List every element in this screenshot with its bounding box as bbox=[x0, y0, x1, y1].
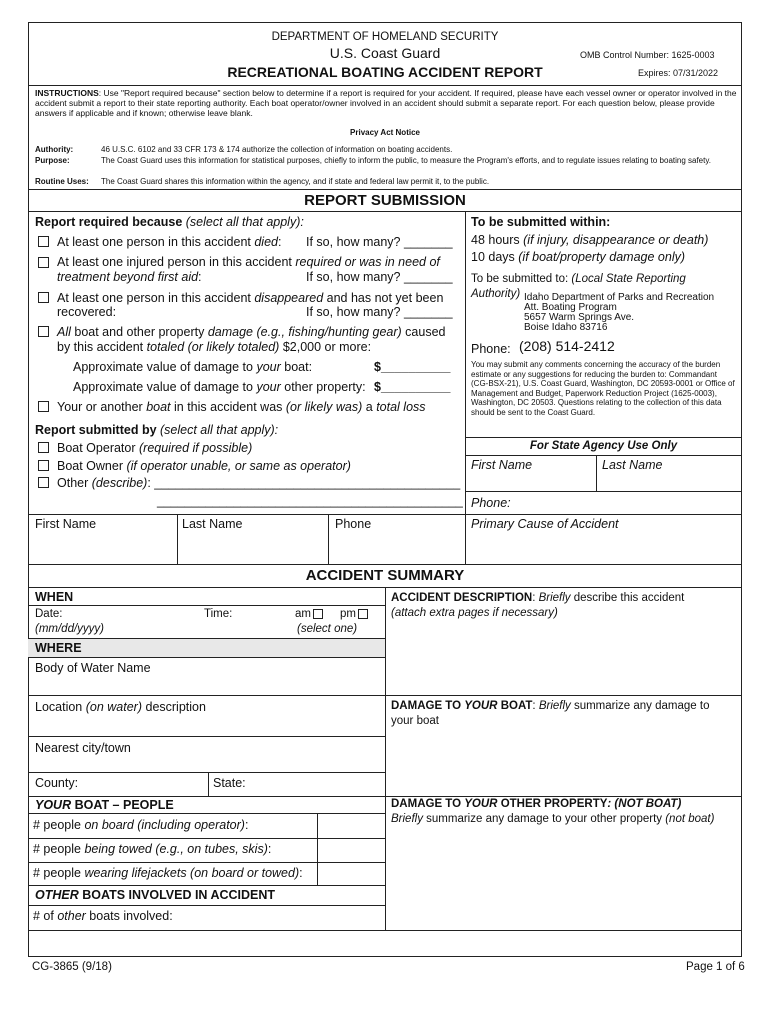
submitter-first-name[interactable]: First Name bbox=[35, 517, 97, 531]
state-phone[interactable]: Phone: bbox=[471, 496, 511, 510]
divider bbox=[28, 813, 385, 814]
desc-label: ACCIDENT DESCRIPTION bbox=[391, 592, 533, 604]
damage-property-label bbox=[73, 380, 366, 394]
within-10-days bbox=[471, 250, 685, 264]
damage-boat-your: your bbox=[256, 360, 281, 374]
dop-b: YOUR bbox=[464, 798, 498, 810]
total-loss-d: (or likely was) bbox=[285, 400, 363, 414]
divider bbox=[28, 736, 385, 737]
oc-b: other bbox=[57, 909, 86, 923]
purpose-text: The Coast Guard uses this information for statistical purposes, chiefly to inform the public, to measure the Program's efforts, and to regulate issues relating to boating safety. bbox=[101, 156, 711, 165]
department-name: DEPARTMENT OF HOMELAND SECURITY bbox=[271, 31, 499, 43]
submit-within-heading: To be submitted within: bbox=[471, 215, 611, 229]
divider bbox=[465, 455, 742, 456]
operator-label bbox=[57, 441, 252, 455]
p1-b: on board (including operator) bbox=[84, 818, 245, 832]
purpose-label: Purpose: bbox=[35, 156, 70, 165]
submitted-by-label: Report submitted by bbox=[35, 423, 157, 437]
time-label[interactable]: Time: bbox=[204, 608, 233, 620]
item-injury-label bbox=[57, 255, 440, 269]
submitted-to-authority: Authority) bbox=[471, 288, 521, 300]
state-field[interactable]: State: bbox=[213, 776, 246, 790]
dop-paren: (not boat) bbox=[665, 813, 715, 825]
people-towed-label bbox=[33, 842, 271, 856]
within-48-hours bbox=[471, 233, 708, 247]
dby-rest: summarize any damage to bbox=[570, 700, 710, 712]
other-boats-other: OTHER bbox=[35, 888, 79, 902]
checkbox-died[interactable] bbox=[38, 236, 49, 247]
divider bbox=[28, 189, 742, 190]
location-field[interactable] bbox=[35, 700, 206, 714]
dby-b: YOUR bbox=[464, 700, 498, 712]
divider bbox=[28, 862, 385, 863]
p1-a: # people bbox=[33, 818, 85, 832]
people-heading-text: BOAT – PEOPLE bbox=[71, 798, 174, 812]
item-died-label bbox=[57, 235, 281, 249]
accident-description-heading bbox=[391, 592, 684, 605]
total-loss-f: total loss bbox=[376, 400, 426, 414]
divider bbox=[28, 838, 385, 839]
form-title: RECREATIONAL BOATING ACCIDENT REPORT bbox=[227, 64, 543, 80]
expiration-date: Expires: 07/31/2022 bbox=[638, 68, 719, 78]
item-disappeared-text: At least one person in this accident bbox=[57, 291, 255, 305]
item-damage-line2 bbox=[57, 340, 371, 354]
instructions-label: INSTRUCTIONS bbox=[35, 88, 99, 98]
other-boats-heading bbox=[35, 888, 275, 902]
location-hint: (on water) bbox=[85, 700, 143, 714]
instructions-text: : Use "Report required because" section below to determine if a report is required for your accident. If required, please have each vessel owner or operator involved in the accident submit a report to their state reporting authority. Each boat operator/owner involved in an accident should submit a separate report. For each question below, please provide answers if applicable and if known; otherwise leave blank. bbox=[35, 88, 737, 119]
item-damage-label bbox=[57, 325, 445, 339]
where-heading: WHERE bbox=[35, 641, 82, 655]
owner-hint: (if operator unable, or same as operator) bbox=[126, 459, 351, 473]
cell-divider bbox=[208, 772, 209, 796]
item-injury-colon: : bbox=[198, 270, 202, 284]
accident-description-hint: (attach extra pages if necessary) bbox=[391, 607, 558, 619]
p2-c: : bbox=[267, 842, 272, 856]
agency-name: U.S. Coast Guard bbox=[329, 45, 441, 61]
item-disappeared-line2: recovered: bbox=[57, 305, 117, 319]
divider bbox=[28, 796, 742, 797]
cell-divider bbox=[317, 813, 318, 885]
total-loss-c: in this accident was bbox=[170, 400, 286, 414]
routine-uses-label: Routine Uses: bbox=[35, 177, 89, 186]
item-disappeared-label bbox=[57, 291, 443, 305]
item-damage-emphasis: damage (e.g., fishing/hunting gear) bbox=[207, 325, 402, 339]
other-hint: (describe) bbox=[91, 476, 148, 490]
primary-cause[interactable]: Primary Cause of Accident bbox=[471, 517, 619, 531]
damage-property-your: your bbox=[256, 380, 281, 394]
dby-a: DAMAGE TO bbox=[391, 700, 465, 712]
item-damage-line2-c: $2,000 or more: bbox=[279, 340, 372, 354]
divider bbox=[28, 514, 465, 515]
dby-brief: Briefly bbox=[538, 700, 571, 712]
item-damage-caused: caused bbox=[401, 325, 446, 339]
dop-d: : (NOT BOAT) bbox=[607, 798, 682, 810]
divider bbox=[465, 491, 742, 492]
checkbox-pm[interactable] bbox=[358, 609, 368, 619]
checkbox-owner[interactable] bbox=[38, 460, 49, 471]
divider bbox=[28, 638, 385, 639]
desc-brief: Briefly bbox=[538, 592, 571, 604]
within-48-text: 48 hours bbox=[471, 233, 524, 247]
checkbox-operator[interactable] bbox=[38, 442, 49, 453]
divider bbox=[28, 930, 742, 931]
cell-divider bbox=[596, 455, 597, 491]
state-use-heading: For State Agency Use Only bbox=[529, 440, 678, 452]
address-line-2: Att. Boating Program bbox=[524, 302, 617, 313]
item-injury-text: At least one injured person in this accident bbox=[57, 255, 296, 269]
report-submission-heading: REPORT SUBMISSION bbox=[304, 192, 466, 209]
damage-boat-field[interactable]: $__________ bbox=[374, 360, 451, 374]
form-number: CG-3865 (9/18) bbox=[32, 961, 112, 973]
damage-boat-colon: boat: bbox=[280, 360, 313, 374]
item-died-text: At least one person in this accident bbox=[57, 235, 255, 249]
p3-c: : bbox=[299, 866, 303, 880]
pm-label: pm bbox=[340, 608, 356, 620]
p1-c: : bbox=[244, 818, 249, 832]
item-total-loss-label bbox=[57, 400, 426, 414]
damage-your-boat-line2: your boat bbox=[391, 715, 439, 727]
item-died-emphasis: died bbox=[254, 235, 278, 249]
dop-brief: Briefly bbox=[391, 813, 423, 825]
cell-divider bbox=[177, 514, 178, 564]
submitted-by-hint: (select all that apply): bbox=[156, 423, 279, 437]
divider bbox=[28, 564, 742, 565]
report-required-label: Report required because bbox=[35, 215, 183, 229]
damage-other-property-heading bbox=[391, 798, 681, 811]
checkbox-injury[interactable] bbox=[38, 257, 49, 268]
oc-a: # of bbox=[33, 909, 58, 923]
damage-other-property-hint bbox=[391, 813, 714, 826]
other-boats-text: BOATS INVOLVED IN ACCIDENT bbox=[78, 888, 276, 902]
instructions bbox=[35, 88, 740, 119]
dop-rest: summarize any damage to your other property bbox=[422, 813, 666, 825]
operator-hint: (required if possible) bbox=[139, 441, 253, 455]
divider bbox=[28, 657, 385, 658]
item-damage-line2-a: by this accident bbox=[57, 340, 147, 354]
am-label: am bbox=[295, 608, 311, 620]
total-loss-b: boat bbox=[146, 400, 171, 414]
operator-text: Boat Operator bbox=[57, 441, 139, 455]
body-of-water-field[interactable]: Body of Water Name bbox=[35, 661, 151, 675]
p2-b: being towed (e.g., on tubes, skis) bbox=[84, 842, 268, 856]
damage-property-colon: other property: bbox=[280, 380, 366, 394]
select-one-hint: (select one) bbox=[297, 623, 358, 635]
authority-text: 46 U.S.C. 6102 and 33 CFR 173 & 174 authorize the collection of information on boating accidents. bbox=[101, 145, 453, 154]
people-heading bbox=[35, 798, 174, 812]
total-loss-a: Your or another bbox=[57, 400, 147, 414]
address-line-3: 5657 Warm Springs Ave. bbox=[524, 312, 635, 323]
submitted-by-heading bbox=[35, 423, 278, 437]
dby-c: BOAT bbox=[497, 700, 533, 712]
damage-property-text: Approximate value of damage to bbox=[73, 380, 257, 394]
p3-b: wearing lifejackets (on board or towed) bbox=[84, 866, 300, 880]
divider bbox=[28, 905, 385, 906]
divider bbox=[465, 514, 742, 515]
other-field-line2[interactable]: ____________________________________________ bbox=[157, 494, 463, 508]
column-divider bbox=[465, 211, 466, 564]
item-damage-text: boat and other property bbox=[70, 325, 208, 339]
within-10-hint: (if boat/property damage only) bbox=[518, 250, 686, 264]
divider bbox=[28, 605, 385, 606]
item-damage-all: All bbox=[57, 325, 71, 339]
accident-summary-heading: ACCIDENT SUMMARY bbox=[305, 567, 465, 584]
when-heading: WHEN bbox=[35, 590, 74, 604]
divider bbox=[465, 437, 742, 438]
submitter-last-name[interactable]: Last Name bbox=[182, 517, 243, 531]
divider bbox=[28, 695, 742, 696]
location-description: description bbox=[142, 700, 206, 714]
p2-a: # people bbox=[33, 842, 85, 856]
state-last-name[interactable]: Last Name bbox=[602, 458, 663, 472]
divider bbox=[28, 211, 742, 212]
people-heading-your: YOUR bbox=[35, 798, 72, 812]
report-required-heading bbox=[35, 215, 304, 229]
submitted-to-text: To be submitted to: bbox=[471, 273, 572, 285]
p3-a: # people bbox=[33, 866, 85, 880]
submitted-to-label bbox=[471, 273, 686, 286]
other-field[interactable]: : ____________________________________________ bbox=[147, 476, 461, 490]
dop-a: DAMAGE TO bbox=[391, 798, 465, 810]
state-first-name[interactable]: First Name bbox=[471, 458, 533, 472]
checkbox-total-damage[interactable] bbox=[38, 326, 49, 337]
date-label[interactable]: Date: bbox=[35, 608, 63, 620]
checkbox-other[interactable] bbox=[38, 477, 49, 488]
column-divider bbox=[385, 587, 386, 930]
authority-phone-label: Phone: bbox=[471, 342, 511, 356]
omb-number: OMB Control Number: 1625-0003 bbox=[580, 50, 715, 60]
dby-colon: : bbox=[532, 700, 539, 712]
report-required-hint: (select all that apply): bbox=[182, 215, 304, 229]
divider bbox=[28, 885, 385, 886]
submitter-phone[interactable]: Phone bbox=[335, 517, 372, 531]
item-died-count[interactable]: If so, how many? _______ bbox=[306, 235, 453, 249]
page-number: Page 1 of 6 bbox=[686, 961, 745, 973]
county-field[interactable]: County: bbox=[35, 776, 79, 790]
item-disappeared-rest: and has not yet been bbox=[323, 291, 444, 305]
damage-boat-text: Approximate value of damage to bbox=[73, 360, 257, 374]
checkbox-total-loss[interactable] bbox=[38, 401, 49, 412]
damage-boat-label bbox=[73, 360, 312, 374]
item-injury-line2 bbox=[57, 270, 202, 284]
routine-uses-text: The Coast Guard shares this information within the agency, and if state and federal law permit it, to the public. bbox=[101, 177, 490, 186]
authority-phone-number: (208) 514-2412 bbox=[519, 338, 615, 354]
item-disappeared-emphasis: disappeared bbox=[254, 291, 324, 305]
other-text: Other bbox=[57, 476, 92, 490]
oc-c: boats involved: bbox=[85, 909, 173, 923]
item-injury-line2-text: treatment beyond first aid bbox=[57, 270, 199, 284]
where-bar bbox=[28, 638, 385, 657]
item-disappeared-count[interactable]: If so, how many? _______ bbox=[306, 305, 453, 319]
location-text: Location bbox=[35, 700, 86, 714]
within-48-hint: (if injury, disappearance or death) bbox=[523, 233, 709, 247]
total-loss-e: a bbox=[362, 400, 377, 414]
damage-property-field[interactable]: $__________ bbox=[374, 380, 451, 394]
damage-your-boat-heading bbox=[391, 700, 709, 713]
burden-statement: You may submit any comments concerning the accuracy of the burden estimate or any suggestions for reducing the burden to: Commandant (CG-BSX-21), U.S. Coast Guard, Washington, DC 20593-0001 or Office of Management and Budget, Paperwork Reduction Project (1625-0003), Washington, DC 20503. Questions relating to the collection of this data should be sent to the Coast Guard. bbox=[471, 360, 735, 417]
people-on-board-label bbox=[33, 818, 248, 832]
cell-divider bbox=[328, 514, 329, 564]
item-died-colon: : bbox=[277, 235, 282, 249]
people-lifejackets-label bbox=[33, 866, 303, 880]
item-damage-line2-b: totaled (or likely totaled) bbox=[146, 340, 280, 354]
dop-c: OTHER PROPERTY bbox=[497, 798, 608, 810]
other-label bbox=[57, 476, 460, 490]
privacy-notice-title: Privacy Act Notice bbox=[350, 128, 420, 137]
desc-colon: : bbox=[532, 592, 539, 604]
nearest-city-field[interactable]: Nearest city/town bbox=[35, 741, 131, 755]
checkbox-disappeared[interactable] bbox=[38, 292, 49, 303]
desc-rest: describe this accident bbox=[570, 592, 685, 604]
within-10-text: 10 days bbox=[471, 250, 519, 264]
item-injury-count[interactable]: If so, how many? _______ bbox=[306, 270, 453, 284]
owner-label bbox=[57, 459, 351, 473]
divider bbox=[28, 772, 385, 773]
checkbox-am[interactable] bbox=[313, 609, 323, 619]
date-format: (mm/dd/yyyy) bbox=[35, 623, 104, 635]
address-line-4: Boise Idaho 83716 bbox=[524, 322, 608, 333]
submitted-to-hint: (Local State Reporting bbox=[571, 273, 686, 285]
other-boats-count-label bbox=[33, 909, 173, 923]
address-line-1: Idaho Department of Parks and Recreation bbox=[524, 292, 715, 303]
divider bbox=[28, 85, 742, 86]
item-injury-emphasis: required or was in need of bbox=[295, 255, 440, 269]
owner-text: Boat Owner bbox=[57, 459, 127, 473]
authority-label: Authority: bbox=[35, 145, 74, 154]
